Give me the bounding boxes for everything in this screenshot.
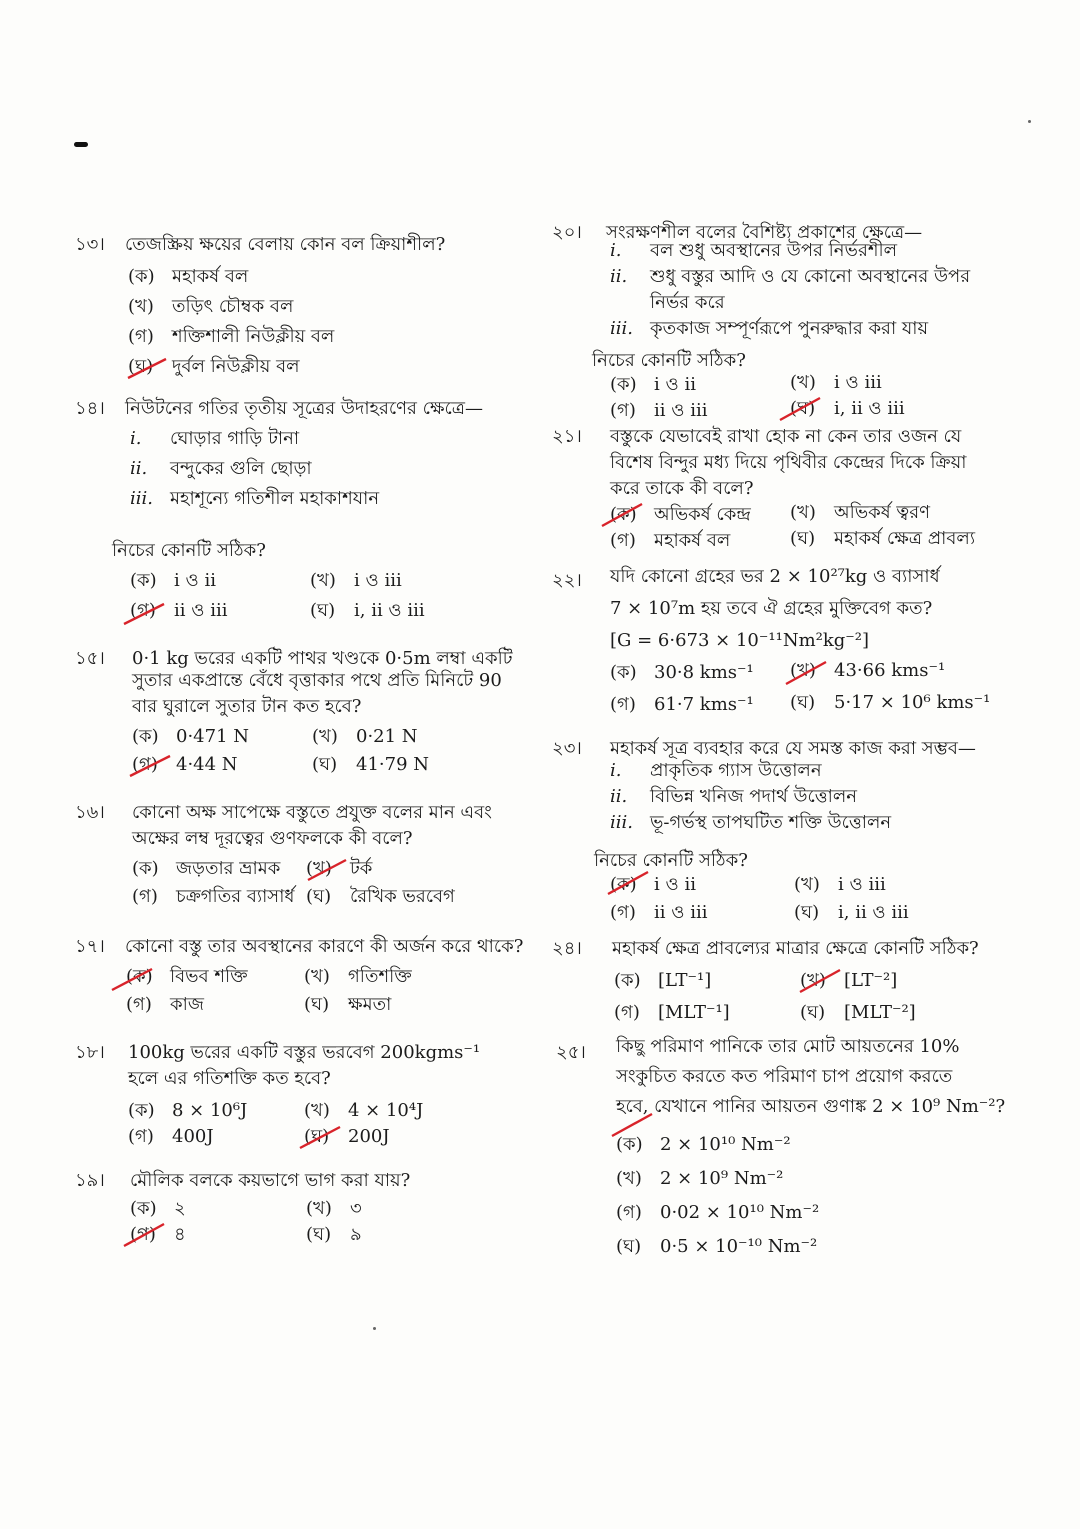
question-number: ১৩। — [75, 234, 105, 255]
question-stem-line: সংকুচিত করতে কত পরিমাণ চাপ প্রয়োগ করতে — [616, 1066, 953, 1087]
option-ga: (গ) 4·44 N — [132, 754, 238, 775]
option-ga: (গ) ৪ — [130, 1224, 186, 1245]
question-stem-line: কিছু পরিমাণ পানিকে তার মোট আয়তনের 10% — [616, 1036, 960, 1057]
question-stem-line: বিশেষ বিন্দুর মধ্য দিয়ে পৃথিবীর কেন্দ্রের দিকে ক্রিয়া — [610, 452, 967, 473]
statement-iii: iii. মহাশূন্যে গতিশীল মহাকাশযান — [130, 488, 380, 509]
option-ka: (ক) 0·471 N — [132, 726, 250, 747]
statement-ii: ii. বিভিন্ন খনিজ পদার্থ উত্তোলন — [610, 786, 858, 807]
option-kha: (খ) [LT⁻²] — [800, 970, 898, 991]
option-gha: (ঘ) 41·79 N — [312, 754, 430, 775]
option-ka: (ক) ২ — [130, 1198, 186, 1219]
option-gha: (ঘ) মহাকর্ষ ক্ষেত্র প্রাবল্য — [790, 528, 976, 549]
statement-i: i. প্রাকৃতিক গ্যাস উত্তোলন — [610, 760, 822, 781]
option-kha: (খ) ৩ — [306, 1198, 362, 1219]
scanned-question-page: ১৩। তেজস্ক্রিয় ক্ষয়ের বেলায় কোন বল ক্রিয়াশীল? (ক) মহাকর্ষ বল (খ) তড়িৎ চৌম্বক বল (গ) শক্তিশালী নিউক্লীয় বল (ঘ) দুর্বল নিউক্লীয় বল ১৪। নিউটনের গতির তৃতীয় সূত্রের উদাহরণের ক্ষেত্রে— i. ঘোড়ার গাড়ি টানা ii. বন্দুকের গুলি ছোড়া iii. মহাশূন্যে গতিশীল মহাকাশযান নিচের কোনটি সঠিক? (ক) i ও ii (খ) i ও iii (গ) ii ও iii (ঘ) i, ii ও iii ১৫। 0·1 kg ভরের একটি পাথর খণ্ডকে 0·5m লম্বা একটি সুতার একপ্রান্তে বেঁধে বৃত্তাকার পথে প্রতি মিনিটে 90 বার ঘুরালে সুতার টান কত হবে? (ক) 0·471 N (খ) 0·21 N (গ) 4·44 N (ঘ) 41·79 N ১৬। কোনো অক্ষ সাপেক্ষে বস্তুতে প্রযুক্ত বলের মান এবং অক্ষের লম্ব দূরত্বের গুণফলকে কী বলে? (ক) জড়তার ভ্রামক (খ) টর্ক (গ) চক্রগতির ব্যাসার্ধ (ঘ) রৈখিক ভরবেগ ১৭। কোনো বস্তু তার অবস্থানের কারণে কী অর্জন করে থাকে? (ক) বিভব শক্তি (খ) গতিশক্তি (গ) কাজ (ঘ) ক্ষমতা ১৮। 100kg ভরের একটি বস্তুর ভরবেগ 200kgms⁻¹ হলে এর গতিশক্তি কত হবে? (ক) 8 × 10⁶J (খ) 4 × 10⁴J (গ) 400J (ঘ) 200J ১৯। মৌলিক বলকে কয়ভাগে ভাগ করা যায়? (ক) ২ (খ) ৩ (গ) ৪ (ঘ) ৯ ২০। সংরক্ষণশীল বলের বৈশিষ্ট্য প্রকাশের ক্ষেত্রে— i. বল শুধু অবস্থানের উপর নির্ভরশীল ii. শুধু বস্তুর আদি ও যে কোনো অবস্থানের উপর নির্ভর করে iii. কৃতকাজ সম্পূর্ণরূপে পুনরুদ্ধার করা যায় নিচের কোনটি সঠিক? (ক) i ও ii (খ) i ও iii (গ) ii ও iii (ঘ) i, ii ও iii ২১। বস্তুকে যেভাবেই রাখা হোক না কেন তার ওজন যে বিশেষ বিন্দুর মধ্য দিয়ে পৃথিবীর কেন্দ্রের দিকে ক্রিয়া করে তাকে কী বলে? (ক) অভিকর্ষ কেন্দ্র (খ) অভিকর্ষ ত্বরণ (গ) মহাকর্ষ বল (ঘ) মহাকর্ষ ক্ষেত্র প্রাবল্য ২২। যদি কোনো গ্রহের ভর 2 × 10²⁷kg ও ব্যাসার্ধ 7 × 10⁷m হয় তবে ঐ গ্রহের মুক্তিবেগ কত? [G = 6·673 × 10⁻¹¹Nm²kg⁻²] (ক) 30·8 kms⁻¹ (খ) 43·66 kms⁻¹ (গ) 61·7 kms⁻¹ (ঘ) 5·17 × 10⁶ kms⁻¹ ২৩। মহাকর্ষ সূত্র ব্যবহার করে যে সমস্ত কাজ করা সম্ভব— i. প্রাকৃতিক গ্যাস উত্তোলন ii. বিভিন্ন খনিজ পদার্থ উত্তোলন iii. ভূ-গর্ভস্থ তাপঘটিত শক্তি উত্তোলন নিচের কোনটি সঠিক? (ক) i ও ii (খ) i ও iii (গ) ii ও iii (ঘ) i, ii ও iii ২৪। মহাকর্ষ ক্ষেত্র প্রাবল্যের মাত্রার ক্ষেত্রে কোনটি সঠিক? (ক) [LT⁻¹] (খ) [LT⁻²] (গ) [MLT⁻¹] (ঘ) [MLT⁻²] ২৫। কিছু পরিমাণ পানিকে তার মোট আয়তনের 10% সংকুচিত করতে কত পরিমাণ চাপ প্রয়োগ করতে হবে, যেখানে পানির আয়তন গুণাঙ্ক 2 × 10⁹ Nm⁻²? (ক) 2 × 10¹⁰ Nm⁻² (খ) 2 × 10⁹ Nm⁻² (গ) 0·02 × 10¹⁰ Nm⁻² (ঘ) 0·5 × 10⁻¹⁰ Nm⁻² — [0, 0, 1080, 1529]
option-ga: (গ) শক্তিশালী নিউক্লীয় বল — [128, 326, 335, 347]
question-stem-line: সুতার একপ্রান্তে বেঁধে বৃত্তাকার পথে প্রতি মিনিটে 90 — [132, 670, 502, 691]
option-gha: (ঘ) 0·5 × 10⁻¹⁰ Nm⁻² — [616, 1236, 818, 1257]
paper-speck — [373, 1327, 376, 1330]
option-kha: (খ) অভিকর্ষ ত্বরণ — [790, 502, 930, 523]
option-gha: (ঘ) ৯ — [306, 1224, 362, 1245]
question-stem-line: হলে এর গতিশক্তি কত হবে? — [128, 1068, 331, 1089]
statement-iii: iii. ভূ-গর্ভস্থ তাপঘটিত শক্তি উত্তোলন — [610, 812, 892, 833]
statement-i: i. ঘোড়ার গাড়ি টানা — [130, 428, 300, 449]
question-stem-line: 100kg ভরের একটি বস্তুর ভরবেগ 200kgms⁻¹ — [128, 1042, 481, 1063]
option-gha: (ঘ) রৈখিক ভরবেগ — [306, 886, 455, 907]
question-stem-line: বস্তুকে যেভাবেই রাখা হোক না কেন তার ওজন যে — [610, 426, 962, 447]
question-stem: তেজস্ক্রিয় ক্ষয়ের বেলায় কোন বল ক্রিয়াশীল? — [125, 234, 446, 255]
question-stem-line: 7 × 10⁷m হয় তবে ঐ গ্রহের মুক্তিবেগ কত? — [610, 598, 933, 619]
prompt-text: নিচের কোনটি সঠিক? — [112, 540, 266, 561]
option-ka: (ক) 8 × 10⁶J — [128, 1100, 248, 1121]
option-ga: (গ) 0·02 × 10¹⁰ Nm⁻² — [616, 1202, 820, 1223]
option-kha: (খ) 0·21 N — [312, 726, 418, 747]
option-ga: (গ) কাজ — [126, 994, 204, 1015]
option-gha: (ঘ) দুর্বল নিউক্লীয় বল — [128, 356, 300, 377]
option-ka: (ক) 2 × 10¹⁰ Nm⁻² — [616, 1134, 791, 1155]
option-ga: (গ) চক্রগতির ব্যাসার্ধ — [132, 886, 295, 907]
option-ga: (গ) ii ও iii — [610, 400, 708, 421]
option-ga: (গ) মহাকর্ষ বল — [610, 530, 731, 551]
option-ka: (ক) অভিকর্ষ কেন্দ্র — [610, 504, 751, 525]
option-ka: (ক) i ও ii — [610, 374, 696, 395]
question-stem-line: কোনো অক্ষ সাপেক্ষে বস্তুতে প্রযুক্ত বলের মান এবং — [132, 802, 492, 823]
option-kha: (খ) i ও iii — [794, 874, 886, 895]
option-gha: (ঘ) 200J — [304, 1126, 390, 1147]
option-ga: (গ) [MLT⁻¹] — [614, 1002, 730, 1023]
prompt-text: নিচের কোনটি সঠিক? — [594, 850, 748, 871]
ink-dash-mark — [74, 142, 88, 147]
statement-ii-continued: নির্ভর করে — [650, 292, 725, 313]
question-stem-line: অক্ষের লম্ব দূরত্বের গুণফলকে কী বলে? — [132, 828, 413, 849]
option-kha: (খ) 2 × 10⁹ Nm⁻² — [616, 1168, 784, 1189]
statement-iii: iii. কৃতকাজ সম্পূর্ণরূপে পুনরুদ্ধার করা যায় — [610, 318, 929, 339]
option-ka: (ক) i ও ii — [610, 874, 696, 895]
statement-ii: ii. শুধু বস্তুর আদি ও যে কোনো অবস্থানের উপর — [610, 266, 971, 287]
option-gha: (ঘ) i, ii ও iii — [790, 398, 905, 419]
option-gha: (ঘ) i, ii ও iii — [794, 902, 909, 923]
option-gha: (ঘ) [MLT⁻²] — [800, 1002, 916, 1023]
question-stem-line: করে তাকে কী বলে? — [610, 478, 754, 499]
option-ka: (ক) বিভব শক্তি — [126, 966, 248, 987]
option-kha: (খ) গতিশক্তি — [304, 966, 412, 987]
option-ga: (গ) ii ও iii — [610, 902, 708, 923]
option-kha: (খ) 43·66 kms⁻¹ — [790, 660, 946, 681]
option-ga: (গ) ii ও iii — [130, 600, 228, 621]
option-kha: (খ) 4 × 10⁴J — [304, 1100, 424, 1121]
question-stem-line: 0·1 kg ভরের একটি পাথর খণ্ডকে 0·5m লম্বা একটি — [132, 648, 513, 669]
statement-i: i. বল শুধু অবস্থানের উপর নির্ভরশীল — [610, 240, 898, 261]
option-kha: (খ) টর্ক — [306, 858, 373, 879]
option-kha: (খ) i ও iii — [310, 570, 402, 591]
option-ka: (ক) [LT⁻¹] — [614, 970, 712, 991]
prompt-text: নিচের কোনটি সঠিক? — [592, 350, 746, 371]
option-ka: (ক) i ও ii — [130, 570, 216, 591]
question-stem-line: যদি কোনো গ্রহের ভর 2 × 10²⁷kg ও ব্যাসার্ধ — [610, 566, 940, 587]
option-kha: (খ) তড়িৎ চৌম্বক বল — [128, 296, 294, 317]
statement-ii: ii. বন্দুকের গুলি ছোড়া — [130, 458, 312, 479]
option-kha: (খ) i ও iii — [790, 372, 882, 393]
option-ga: (গ) 61·7 kms⁻¹ — [610, 694, 754, 715]
paper-speck — [1028, 120, 1031, 123]
option-ka: (ক) মহাকর্ষ বল — [128, 266, 249, 287]
question-stem-line: [G = 6·673 × 10⁻¹¹Nm²kg⁻²] — [610, 630, 870, 651]
option-gha: (ঘ) ক্ষমতা — [304, 994, 392, 1015]
option-ka: (ক) 30·8 kms⁻¹ — [610, 662, 754, 683]
option-ga: (গ) 400J — [128, 1126, 214, 1147]
option-gha: (ঘ) 5·17 × 10⁶ kms⁻¹ — [790, 692, 991, 713]
option-gha: (ঘ) i, ii ও iii — [310, 600, 425, 621]
question-stem-line: বার ঘুরালে সুতার টান কত হবে? — [132, 696, 362, 717]
question-stem-line: হবে, যেখানে পানির আয়তন গুণাঙ্ক 2 × 10⁹ Nm⁻²? — [616, 1096, 1006, 1117]
option-ka: (ক) জড়তার ভ্রামক — [132, 858, 281, 879]
